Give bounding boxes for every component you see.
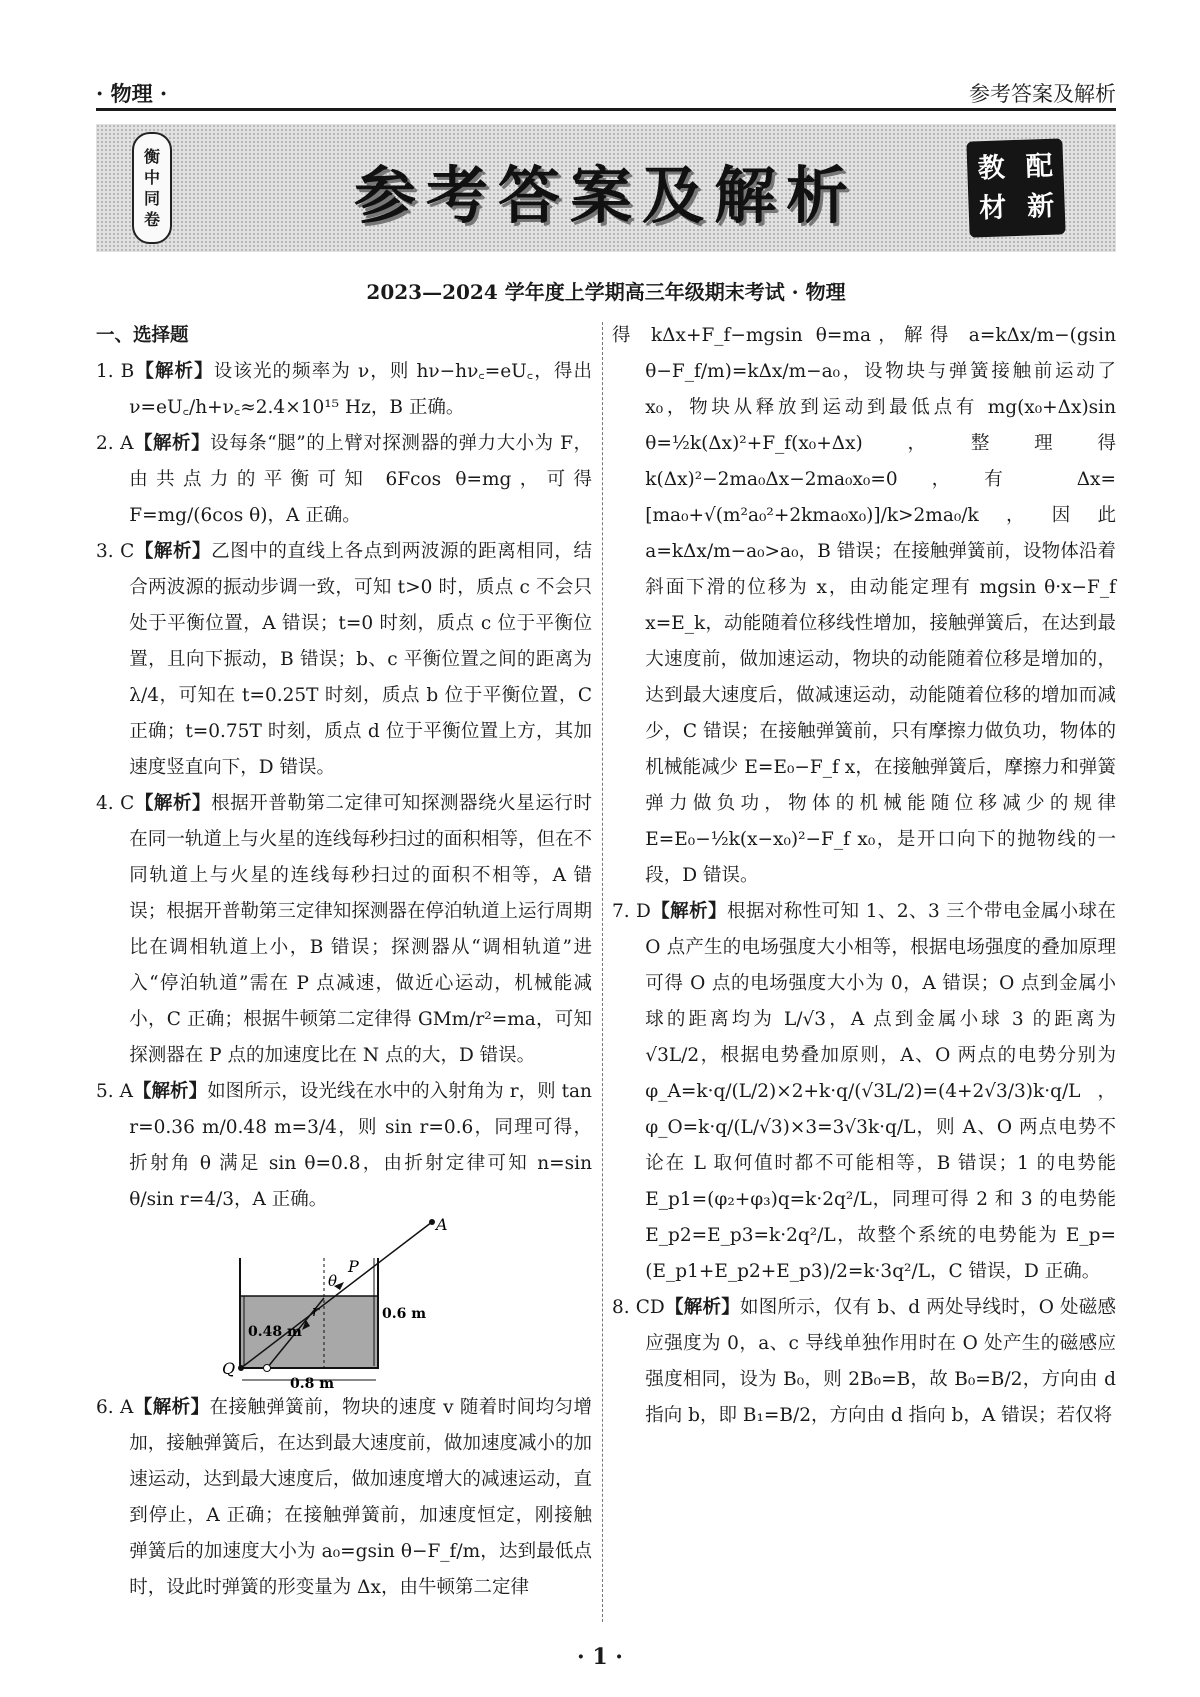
answer-number: 1. B (96, 361, 135, 382)
page-number: · 1 · (577, 1644, 623, 1670)
seal-char: 教 (977, 152, 1006, 185)
analysis-tag: 【解析】 (650, 901, 727, 922)
refraction-diagram (96, 1218, 592, 1390)
answer-number: 8. CD (612, 1297, 665, 1318)
answer-number: 4. C (96, 793, 135, 814)
answer-number: 5. A (96, 1081, 133, 1102)
answer-number: 6. A (96, 1397, 134, 1418)
answer-item-6-continued (612, 318, 1116, 894)
exam-title: 2023—2024 学年度上学期高三年级期末考试 · 物理 (366, 280, 846, 304)
answer-item-2 (96, 426, 592, 534)
label-theta: θ (328, 1272, 338, 1290)
answer-item-6 (96, 1390, 592, 1606)
banner-title: 参考答案及解析 (353, 159, 858, 232)
point-q-dot (238, 1365, 244, 1371)
analysis-tag: 【解析】 (132, 1081, 208, 1102)
seal-char: 中 (143, 168, 160, 187)
right-column (612, 318, 1116, 1434)
seal-char: 同 (143, 189, 160, 208)
analysis-tag: 【解析】 (134, 361, 214, 382)
answer-item-1 (96, 354, 592, 426)
answer-body: 设该光的频率为 ν，则 hν−hν꜀=eU꜀，得出 ν=eU꜀/h+ν꜀≈2.4×10¹⁵ Hz，B 正确。 (129, 361, 592, 418)
answer-item-8 (612, 1290, 1116, 1434)
answer-number: 7. D (612, 901, 651, 922)
answer-body: 设每条“腿”的上臂对探测器的弹力大小为 F，由共点力的平衡可知 6Fcos θ=mg，可得 F=mg/(6cos θ)，A 正确。 (129, 433, 592, 526)
answer-body: 乙图中的直线上各点到两波源的距离相同，结合两波源的振动步调一致，可知 t>0 时，质点 c 不会只处于平衡位置，A 错误；t=0 时刻，质点 c 位于平衡位置，且向下振动，B 错误；b、c 平衡位置之间的距离为 λ/4，可知在 t=0.25T 时刻，质点 b 位于平衡位置，C 正确；t=0.75T 时刻，质点 d 位于平衡位置上方，其加速度竖直向下，D 错误。 (129, 541, 592, 778)
seal-char: 配 (1025, 150, 1054, 183)
dim-label-06: 0.6 m (382, 1306, 427, 1322)
running-header (96, 78, 1116, 111)
label-r: r (312, 1302, 320, 1320)
answer-body: 在接触弹簧前，物块的速度 v 随着时间均匀增加，接触弹簧后，在达到最大速度前，做加速度减小的加速运动，达到最大速度后，做加速度增大的减速运动，直到停止，A 正确；在接触弹簧前，加速度恒定，刚接触弹簧后的加速度大小为 a₀=gsin θ−F_f/m，达到最低点时，设此时弹簧的形变量为 Δx，由牛顿第二定律 (129, 1397, 592, 1598)
answer-number: 3. C (96, 541, 135, 562)
answer-body: 得 kΔx+F_f−mgsin θ=ma，解得 a=kΔx/m−(gsin θ−F_f/m)=kΔx/m−a₀，设物块与弹簧接触前运动了 x₀，物块从释放到运动到最低点有 mg(x₀+Δx)sin θ=½k(Δx)²+F_f(x₀+Δx)，整理得 k(Δx)²−2ma₀Δx−2ma₀x₀=0，有 Δx=[ma₀+√(m²a₀²+2kma₀x₀)]/k>2ma₀/k，因此 a=kΔx/m−a₀>a₀，B 错误；在接触弹簧前，设物体沿着斜面下滑的位移为 x，由动能定理有 mgsin θ·x−F_f x=E_k，动能随着位移线性增加，接触弹簧后，在达到最大速度前，做加速运动，物块的动能随着位移是增加的，达到最大速度后，做减速运动，动能随着位移的增加而减少，C 错误；在接触弹簧前，只有摩擦力做负功，物体的机械能减少 E=E₀−F_f x，在接触弹簧后，摩擦力和弹簧弹力做负功，物体的机械能随位移减少的规律 E=E₀−½k(x−x₀)²−F_f x₀，是开口向下的抛物线的一段，D 错误。 (612, 325, 1116, 886)
label-a: A (436, 1218, 448, 1234)
point-a-dot (429, 1219, 435, 1225)
new-textbook-seal (966, 138, 1065, 237)
source-point (264, 1365, 271, 1372)
running-title: 参考答案及解析 (969, 82, 1116, 106)
refraction-figure (96, 1218, 592, 1390)
column-divider (602, 322, 603, 1622)
dim-label-048: 0.48 m (248, 1324, 302, 1340)
answer-body: 如图所示，设光线在水中的入射角为 r，则 tan r=0.36 m/0.48 m=3/4，则 sin r=0.6，同理可得，折射角 θ 满足 sin θ=0.8，由折射定律可知 n=sin θ/sin r=4/3，A 正确。 (129, 1081, 592, 1210)
analysis-tag: 【解析】 (133, 433, 211, 454)
seal-char: 材 (978, 192, 1007, 225)
analysis-tag: 【解析】 (134, 793, 212, 814)
answer-item-4 (96, 786, 592, 1074)
analysis-tag: 【解析】 (134, 541, 212, 562)
analysis-tag: 【解析】 (664, 1297, 741, 1318)
label-q: Q (222, 1359, 236, 1378)
label-p: P (348, 1257, 359, 1276)
analysis-tag: 【解析】 (133, 1397, 210, 1418)
answer-item-7 (612, 894, 1116, 1290)
answer-item-5 (96, 1074, 592, 1218)
dim-label-08: 0.8 m (290, 1376, 335, 1390)
left-column (96, 318, 592, 1606)
title-banner (96, 124, 1116, 252)
answer-body: 根据开普勒第二定律可知探测器绕火星运行时在同一轨道上与火星的连线每秒扫过的面积相等，但在不同轨道上与火星的连线每秒扫过的面积不相等，A 错误；根据开普勒第三定律知探测器在停泊轨道上运行周期比在调相轨道上小，B 错误；探测器从“调相轨道”进入“停泊轨道”需在 P 点减速，做近心运动，机械能减小，C 正确；根据牛顿第二定律得 GMm/r²=ma，可知探测器在 P 点的加速度比在 N 点的大，D 错误。 (129, 793, 592, 1066)
answer-body: 如图所示，仅有 b、d 两处导线时，O 处磁感应强度为 0，a、c 导线单独作用时在 O 处产生的磁感应强度相同，设为 B₀，则 2B₀=B，故 B₀=B/2，方向由 d 指向 b，即 B₁=B/2，方向由 d 指向 b，A 错误；若仅将 (645, 1297, 1116, 1426)
answer-number: 2. A (96, 433, 134, 454)
answer-item-3 (96, 534, 592, 786)
seal-char: 卷 (143, 210, 160, 229)
answer-body: 根据对称性可知 1、2、3 三个带电金属小球在 O 点产生的电场强度大小相等，根据电场强度的叠加原理可得 O 点的电场强度大小为 0，A 错误；O 点到金属小球的距离均为 L/√3，A 点到金属小球 3 的距离为 √3L/2，根据电势叠加原则，A、O 两点的电势分别为 φ_A=k·q/(L/2)×2+k·q/(√3L/2)=(4+2√3/3)k·q/L，φ_O=k·q/(L/√3)×3=3√3k·q/L，则 A、O 两点电势不论在 L 取何值时都不可能相等，B 错误；1 的电势能 E_p1=(φ₂+φ₃)q=k·2q²/L，同理可得 2 和 3 的电势能 E_p2=E_p3=k·2q²/L，故整个系统的电势能为 E_p=(E_p1+E_p2+E_p3)/2=k·3q²/L，C 错误，D 正确。 (645, 901, 1116, 1282)
subject-label: · 物理 · (96, 81, 168, 106)
seal-char: 衡 (143, 147, 160, 166)
seal-char: 新 (1026, 190, 1055, 223)
section-title: 一、选择题 (96, 325, 189, 346)
